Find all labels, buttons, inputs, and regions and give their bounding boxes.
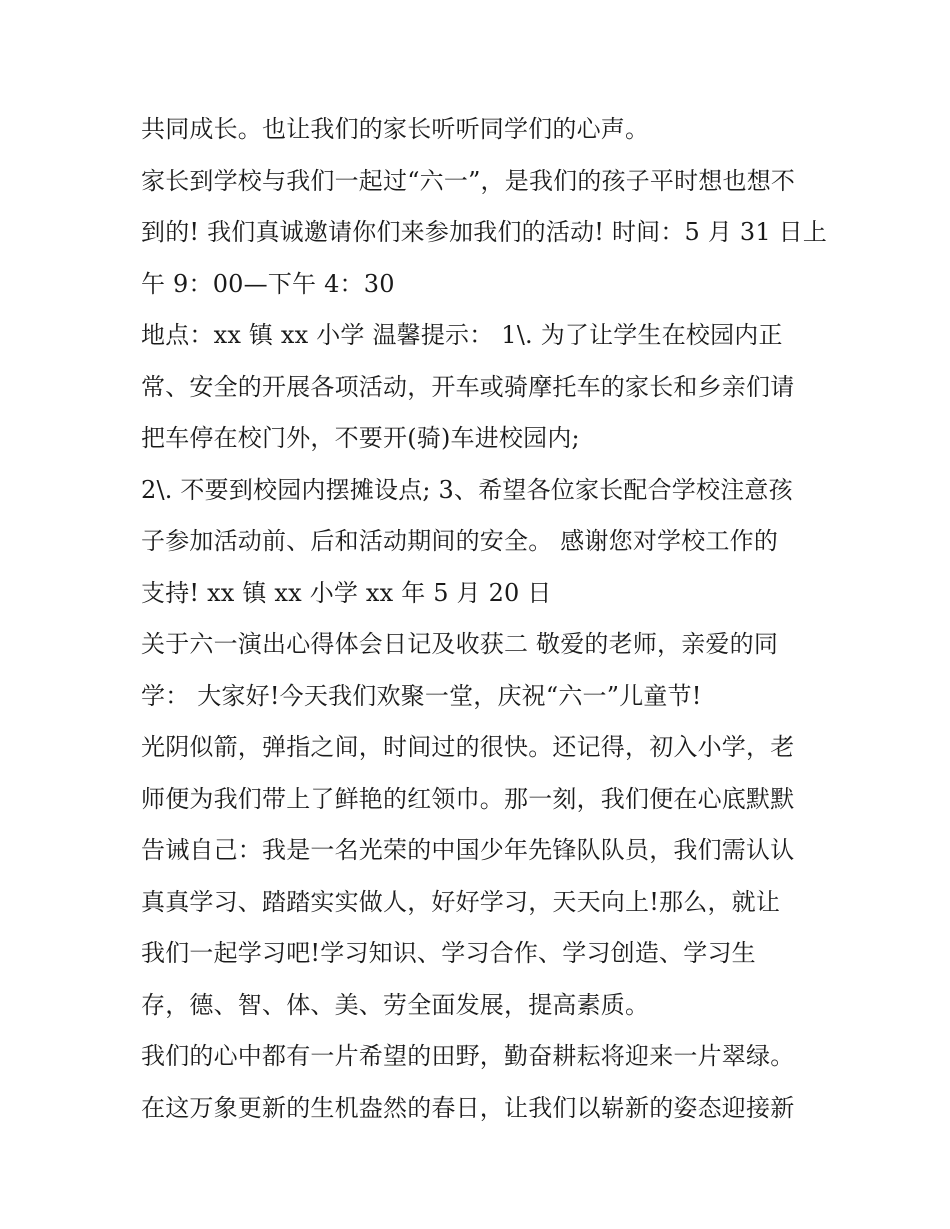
- text-line: 师便为我们带上了鲜艳的红领巾。那一刻，我们便在心底默默: [141, 784, 795, 813]
- body-text: [141, 104, 831, 1134]
- text-line: 支持! xx 镇 xx 小学 xx 年 5 月 20 日: [141, 578, 552, 607]
- text-line: 我们一起学习吧!学习知识、学习合作、学习创造、学习生: [141, 939, 756, 967]
- text-line: 午 9：00—下午 4：30: [141, 269, 395, 298]
- text-line: 光阴似箭，弹指之间，时间过的很快。还记得，初入小学，老: [141, 733, 795, 761]
- text-line: 把车停在校门外，不要开(骑)车进校园内;: [141, 424, 580, 452]
- text-line: 到的! 我们真诚邀请你们来参加我们的活动! 时间：5 月 31 日上: [141, 218, 828, 246]
- text-line: 子参加活动前、后和活动期间的安全。 感谢您对学校工作的: [141, 527, 779, 555]
- text-line: 2\. 不要到校园内摆摊设点; 3、希望各位家长配合学校注意孩: [141, 475, 793, 504]
- text-line: 告诫自己：我是一名光荣的中国少年先锋队队员，我们需认认: [141, 836, 795, 864]
- text-line: 共同成长。也让我们的家长听听同学们的心声。: [141, 115, 650, 143]
- text-line: 关于六一演出心得体会日记及收获二 敬爱的老师，亲爱的同: [141, 630, 779, 658]
- text-line: 存，德、智、体、美、劳全面发展，提高素质。: [141, 990, 650, 1019]
- text-line: 常、安全的开展各项活动，开车或骑摩托车的家长和乡亲们请: [141, 372, 795, 401]
- text-line: 地点：xx 镇 xx 小学 温馨提示： 1\. 为了让学生在校园内正: [141, 321, 783, 349]
- text-line: 我们的心中都有一片希望的田野，勤奋耕耘将迎来一片翠绿。: [141, 1042, 795, 1070]
- text-line: 真真学习、踏踏实实做人，好好学习，天天向上!那么，就让: [141, 887, 781, 916]
- text-line: 家长到学校与我们一起过“六一”，是我们的孩子平时想也想不: [141, 166, 796, 195]
- text-line: 学： 大家好!今天我们欢聚一堂，庆祝“六一”儿童节!: [141, 681, 702, 710]
- text-line: 在这万象更新的生机盎然的春日，让我们以崭新的姿态迎接新: [141, 1093, 795, 1122]
